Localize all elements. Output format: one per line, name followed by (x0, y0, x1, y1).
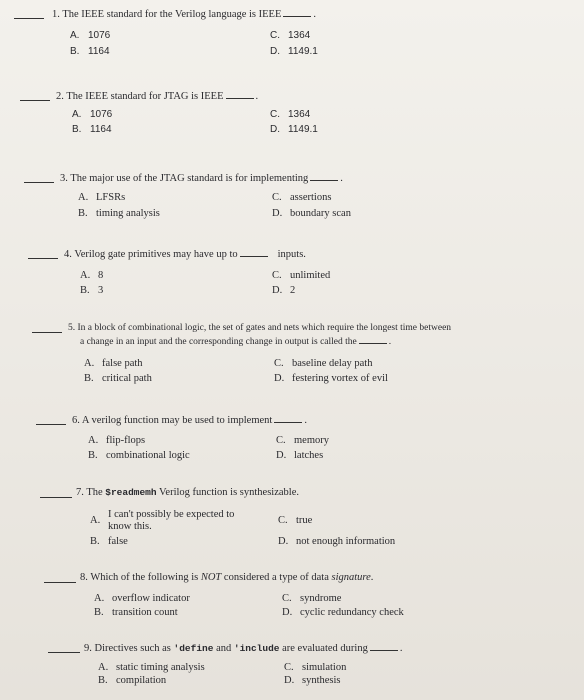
option-c[interactable]: C. memory (276, 435, 329, 446)
inline-blank (370, 642, 398, 651)
option-c[interactable]: C. 1364 (270, 30, 311, 41)
question-stem: 8. Which of the following is NOT considered a type of data signature. (80, 572, 374, 583)
question-text: The IEEE standard for JTAG is IEEE (66, 91, 224, 102)
question-stem: 3. The major use of the JTAG standard is for implementing . (60, 173, 343, 184)
option-b[interactable]: B. 1164 (70, 46, 110, 57)
emphasis-text: signature (331, 572, 371, 583)
question-number: 4. (64, 249, 72, 260)
option-a[interactable]: A. 1076 (72, 109, 113, 120)
option-d[interactable]: D. boundary scan (272, 208, 351, 219)
inline-blank (240, 248, 268, 257)
question-stem: 9. Directives such as 'define and 'include are evaluated during . (84, 643, 403, 654)
option-b[interactable]: B. critical path (84, 373, 152, 384)
option-c[interactable]: C. simulation (284, 662, 347, 673)
option-b[interactable]: B. compilation (98, 675, 167, 686)
answer-blank[interactable] (44, 582, 76, 583)
option-a[interactable]: A. flip-flops (88, 435, 146, 446)
question-stem-continued: a change in an input and the corresponding change in output is called the . (80, 337, 392, 347)
option-c[interactable]: C. true (278, 515, 313, 526)
option-b[interactable]: B. 1164 (72, 124, 112, 135)
code-directive: 'define (173, 643, 214, 654)
inline-blank (274, 414, 302, 423)
inline-blank (283, 8, 311, 17)
option-a[interactable]: A. 8 (80, 270, 104, 281)
option-a[interactable]: A. static timing analysis (98, 662, 205, 673)
question-text: Verilog gate primitives may have up to (74, 249, 238, 260)
option-b[interactable]: B. false (90, 536, 128, 547)
option-d[interactable]: D. not enough information (278, 536, 396, 547)
option-d[interactable]: D. 1149.1 (270, 124, 318, 135)
code-identifier: $readmemh (105, 487, 157, 498)
option-c[interactable]: C. syndrome (282, 593, 342, 604)
option-d[interactable]: D. 1149.1 (270, 46, 318, 57)
option-d[interactable]: D. synthesis (284, 675, 341, 686)
answer-blank[interactable] (24, 182, 54, 183)
option-c[interactable]: C. 1364 (270, 109, 311, 120)
question-stem: 2. The IEEE standard for JTAG is IEEE . (56, 91, 259, 102)
question-number: 7. (76, 487, 84, 498)
answer-blank[interactable] (40, 497, 72, 498)
question-text: In a block of combinational logic, the set of gates and nets which require the longest time between (77, 323, 452, 333)
option-b[interactable]: B. combinational logic (88, 450, 190, 461)
option-a[interactable]: A. overflow indicator (94, 593, 190, 604)
option-a[interactable]: A. LFSRs (78, 192, 126, 203)
inline-blank (226, 90, 254, 99)
inline-blank (359, 335, 387, 344)
answer-blank[interactable] (28, 258, 58, 259)
question-number: 6. (72, 415, 80, 426)
option-c[interactable]: C. baseline delay path (274, 358, 373, 369)
question-text: The IEEE standard for the Verilog language is IEEE (62, 9, 282, 20)
question-number: 1. (52, 9, 60, 20)
option-d[interactable]: D. 2 (272, 285, 296, 296)
question-number: 2. (56, 91, 64, 102)
question-text: a change in an input and the corresponding change in output is called the (80, 337, 357, 347)
answer-blank[interactable] (20, 100, 50, 101)
option-b[interactable]: B. 3 (80, 285, 104, 296)
question-number: 8. (80, 572, 88, 583)
option-c[interactable]: C. assertions (272, 192, 332, 203)
question-number: 3. (60, 173, 68, 184)
question-stem: 1. The IEEE standard for the Verilog language is IEEE . (52, 9, 317, 20)
answer-blank[interactable] (36, 424, 66, 425)
question-stem: 7. The $readmemh Verilog function is synthesizable. (76, 487, 299, 498)
question-stem: 4. Verilog gate primitives may have up to inputs. (64, 249, 306, 260)
option-c[interactable]: C. unlimited (272, 270, 331, 281)
option-d[interactable]: D. cyclic redundancy check (282, 607, 404, 618)
inline-blank (310, 172, 338, 181)
option-a[interactable]: A.I can't possibly be expected to know this. (90, 509, 235, 532)
option-a[interactable]: A. 1076 (70, 30, 111, 41)
question-text: A verilog function may be used to implement (81, 415, 273, 426)
question-stem (68, 322, 451, 334)
option-d[interactable]: D. festering vortex of evil (274, 373, 388, 384)
code-directive: 'include (233, 643, 280, 654)
answer-blank[interactable] (14, 18, 44, 19)
answer-blank[interactable] (48, 652, 80, 653)
option-a[interactable]: A. false path (84, 358, 143, 369)
question-number: 5. (68, 323, 76, 333)
question-stem: 6. A verilog function may be used to implement . (72, 415, 307, 426)
option-b[interactable]: B. timing analysis (78, 208, 160, 219)
answer-blank[interactable] (32, 332, 62, 333)
option-b[interactable]: B. transition count (94, 607, 178, 618)
question-number: 9. (84, 643, 92, 654)
option-d[interactable]: D. latches (276, 450, 324, 461)
emphasis-text: NOT (200, 572, 222, 583)
question-text: The major use of the JTAG standard is for implementing (70, 173, 309, 184)
